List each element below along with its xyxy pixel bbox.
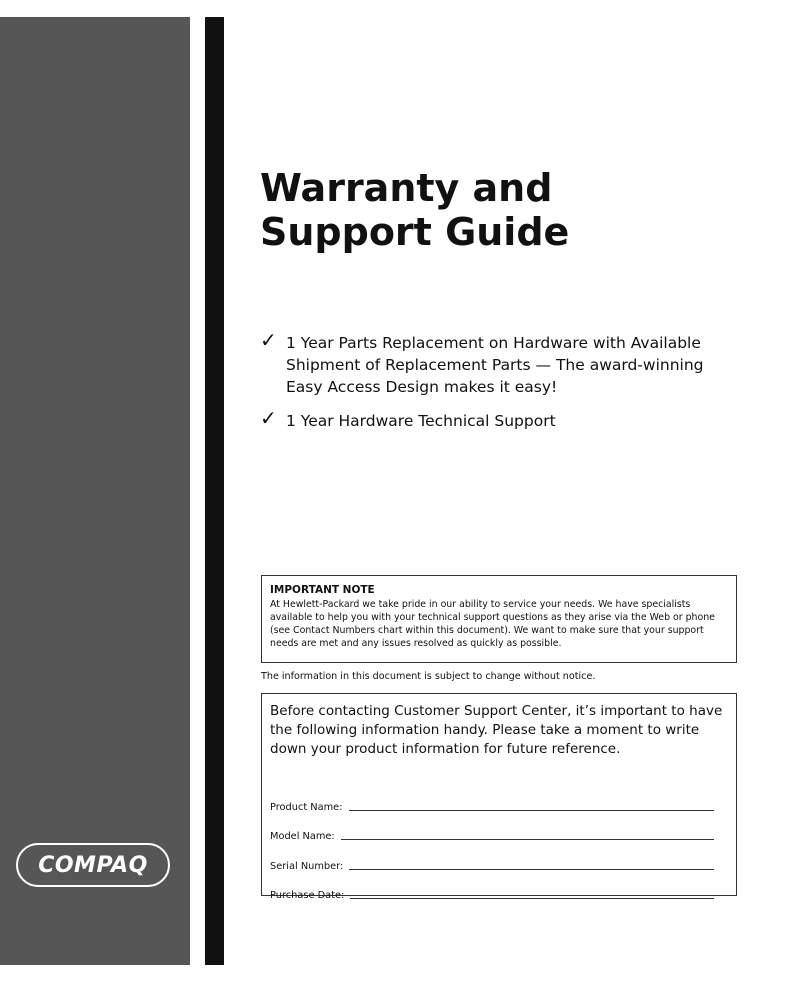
list-item (260, 406, 740, 432)
feature-list (260, 328, 740, 444)
checkmark-icon: ✓ (260, 328, 277, 352)
product-name-input-line[interactable] (349, 809, 714, 811)
sidebar-panel (0, 17, 190, 965)
field-label: Serial Number: (270, 860, 344, 872)
title-line-1: Warranty and (260, 166, 553, 210)
product-info-form (261, 693, 737, 901)
product-name-field[interactable] (270, 784, 728, 814)
compaq-logo (16, 843, 170, 887)
logo-text: COMPAQ (38, 852, 148, 878)
field-label: Purchase Date: (270, 890, 345, 901)
important-note-box (261, 575, 737, 663)
purchase-date-field[interactable] (270, 873, 728, 903)
divider-bar (205, 17, 224, 965)
note-heading: IMPORTANT NOTE (270, 584, 375, 596)
purchase-date-input-line[interactable] (350, 897, 714, 899)
feature-text: 1 Year Parts Replacement on Hardware with Available Shipment of Replacement Parts — The award-winning Easy Access Design makes it easy! (286, 334, 704, 396)
form-fields (270, 784, 728, 902)
feature-text: 1 Year Hardware Technical Support (286, 412, 556, 430)
model-name-input-line[interactable] (341, 838, 714, 840)
note-body: At Hewlett-Packard we take pride in our ability to service your needs. We have specialists available to help you with your technical support questions as they arise via the Web or phone (see Contact Numbers chart within this document). We want to make sure that your support needs are met and any issues resolved as quickly as possible. (270, 599, 715, 649)
page-title (260, 166, 569, 254)
list-item (260, 328, 740, 398)
checkmark-icon: ✓ (260, 406, 277, 430)
disclaimer-text: The information in this document is subject to change without notice. (261, 671, 596, 682)
title-line-2: Support Guide (260, 210, 570, 254)
field-label: Product Name: (270, 801, 343, 813)
serial-number-field[interactable] (270, 843, 728, 873)
serial-number-input-line[interactable] (349, 868, 714, 870)
model-name-field[interactable] (270, 814, 728, 844)
form-intro: Before contacting Customer Support Center, it’s important to have the following information handy. Please take a moment to write down your product information for future reference. (270, 703, 723, 757)
field-label: Model Name: (270, 831, 335, 842)
